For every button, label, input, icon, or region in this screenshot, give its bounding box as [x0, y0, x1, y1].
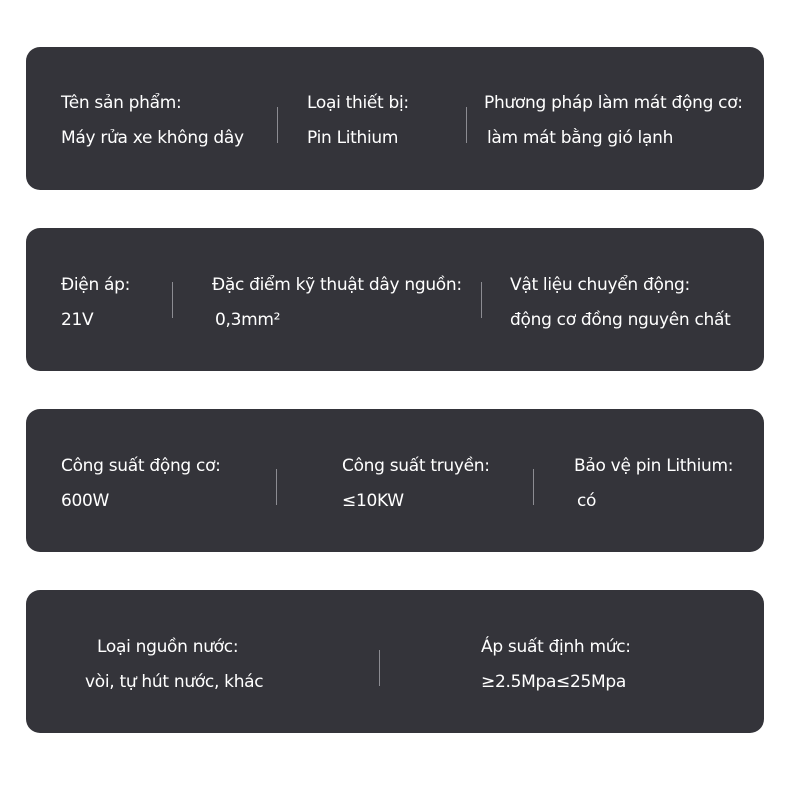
divider	[481, 282, 482, 318]
spec-label: Phương pháp làm mát động cơ:	[484, 93, 743, 113]
spec-motor-power	[61, 455, 221, 512]
divider	[277, 107, 278, 143]
spec-card-2	[26, 228, 764, 371]
spec-card-3	[26, 409, 764, 552]
spec-label: Loại thiết bị:	[307, 93, 409, 113]
spec-value: 0,3mm²	[215, 310, 281, 330]
divider	[466, 107, 467, 143]
spec-voltage	[61, 274, 130, 331]
spec-rated-pressure	[481, 636, 631, 693]
spec-battery-protection	[574, 455, 733, 512]
spec-label: Tên sản phẩm:	[61, 93, 182, 113]
spec-device-type	[307, 92, 409, 149]
spec-value: Pin Lithium	[307, 128, 399, 148]
spec-label: Điện áp:	[61, 275, 131, 295]
divider	[379, 650, 380, 686]
spec-product-name	[61, 92, 244, 149]
spec-value: có	[577, 491, 597, 511]
spec-label: Loại nguồn nước:	[97, 637, 239, 657]
spec-label: Áp suất định mức:	[481, 637, 631, 657]
spec-card-4	[26, 590, 764, 733]
spec-value: động cơ đồng nguyên chất	[510, 310, 731, 330]
spec-cooling-method	[484, 92, 743, 149]
spec-card-1	[26, 47, 764, 190]
spec-value: làm mát bằng gió lạnh	[487, 128, 674, 148]
spec-label: Vật liệu chuyển động:	[510, 275, 690, 295]
spec-value: 600W	[61, 491, 110, 511]
spec-value: ≤10KW	[342, 491, 404, 511]
spec-label: Đặc điểm kỹ thuật dây nguồn:	[212, 275, 462, 295]
spec-value: ≥2.5Mpa≤25Mpa	[481, 672, 627, 692]
spec-label: Công suất truyền:	[342, 456, 490, 476]
spec-power-cord	[212, 274, 462, 331]
spec-label: Bảo vệ pin Lithium:	[574, 456, 734, 476]
spec-water-source	[85, 636, 264, 693]
spec-transmission-power	[342, 455, 490, 512]
divider	[533, 469, 534, 505]
spec-value: vòi, tự hút nước, khác	[85, 672, 264, 692]
divider	[172, 282, 173, 318]
spec-value: 21V	[61, 310, 94, 330]
spec-motion-material	[510, 274, 731, 331]
spec-label: Công suất động cơ:	[61, 456, 221, 476]
spec-value: Máy rửa xe không dây	[61, 128, 244, 148]
divider	[276, 469, 277, 505]
